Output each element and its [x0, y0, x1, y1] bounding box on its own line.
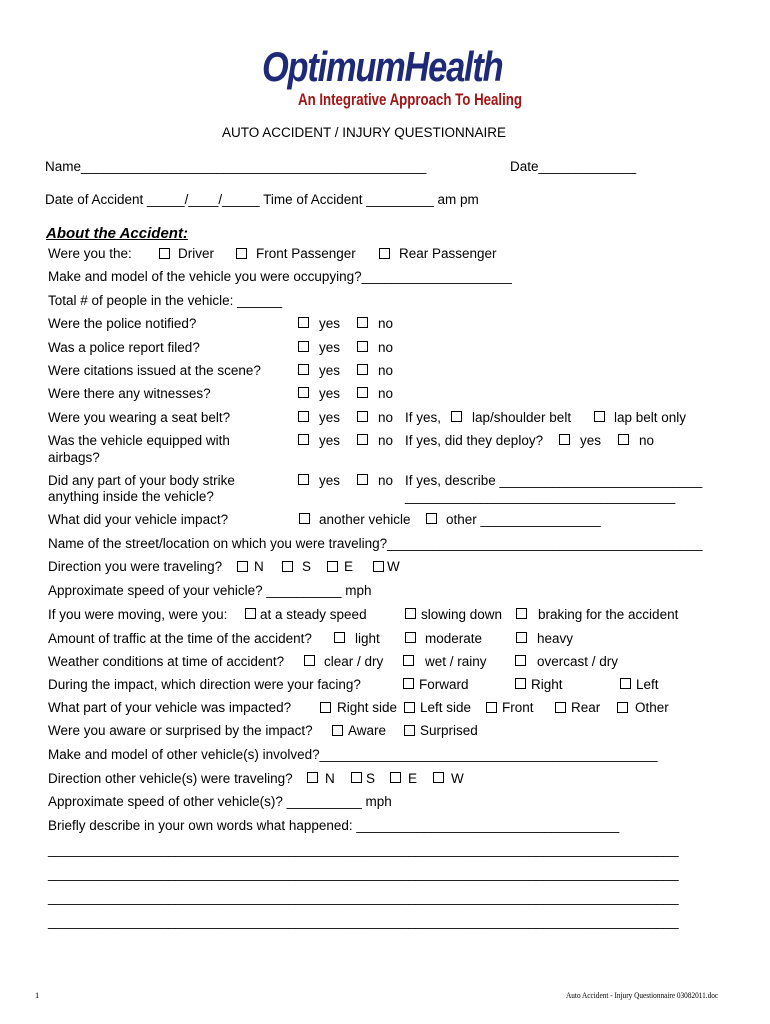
dir-w-checkbox[interactable] [373, 561, 384, 572]
q-airbags: Was the vehicle equipped with [48, 433, 230, 448]
other-dir-s-label: S [366, 771, 376, 786]
rear-checkbox[interactable] [555, 702, 566, 713]
rear-passenger-checkbox[interactable] [379, 248, 390, 259]
facing-left-checkbox[interactable] [620, 678, 631, 689]
yes-label: yes [319, 410, 341, 425]
q-aware: Were you aware or surprised by the impact? [48, 723, 313, 738]
deploy-yes-checkbox[interactable] [559, 434, 570, 445]
rear-label: Rear [571, 700, 601, 715]
logo [262, 43, 555, 109]
date-field[interactable]: Date_____________ [510, 159, 637, 174]
other-dir-n-label: N [325, 771, 335, 786]
date-of-accident-field[interactable]: Date of Accident _____/____/_____ Time of Accident _________ am pm [45, 192, 479, 207]
aware-checkbox[interactable] [332, 725, 343, 736]
left-side-label: Left side [420, 700, 472, 715]
police-report-yes-checkbox[interactable] [298, 341, 309, 352]
total-people-field[interactable]: Total # of people in the vehicle: ______ [48, 293, 283, 308]
wet-rainy-checkbox[interactable] [403, 655, 414, 666]
forward-label: Forward [419, 677, 469, 692]
impact-other-checkbox[interactable] [426, 513, 437, 524]
rear-passenger-label: Rear Passenger [399, 246, 497, 261]
light-checkbox[interactable] [334, 632, 345, 643]
right-side-label: Right side [337, 700, 398, 715]
part-other-checkbox[interactable] [617, 702, 628, 713]
slowing-label: slowing down [421, 607, 503, 622]
q-weather: Weather conditions at time of accident? [48, 654, 285, 669]
q-police-report: Was a police report filed? [48, 340, 200, 355]
no-label: no [378, 363, 394, 378]
q-were-you: Were you the: [48, 246, 132, 261]
driver-label: Driver [178, 246, 214, 261]
page-title: AUTO ACCIDENT / INJURY QUESTIONNAIRE [222, 125, 507, 140]
q-airbags-2: airbags? [48, 450, 100, 465]
yes-label: yes [319, 316, 341, 331]
q-witnesses: Were there any witnesses? [48, 386, 211, 401]
describe-field-line2[interactable]: ____________________________________ [405, 489, 676, 504]
front-label: Front [502, 700, 534, 715]
clear-dry-checkbox[interactable] [304, 655, 315, 666]
other-make-field[interactable]: Make and model of other vehicle(s) involved?_____________________________________________ [48, 747, 658, 762]
other-dir-w-label: W [451, 771, 464, 786]
police-notified-yes-checkbox[interactable] [298, 317, 309, 328]
yes-label: yes [319, 473, 341, 488]
police-notified-no-checkbox[interactable] [357, 317, 368, 328]
no-label: no [378, 316, 394, 331]
logo-tagline: An Integrative Approach To Healing [298, 90, 522, 109]
braking-label: braking for the accident [538, 607, 679, 622]
front-passenger-label: Front Passenger [256, 246, 356, 261]
right-side-checkbox[interactable] [320, 702, 331, 713]
part-other-label: Other [635, 700, 669, 715]
describe-line[interactable]: ____________________________________________________________________________________ [48, 890, 679, 905]
q-direction: Direction you were traveling? [48, 559, 223, 574]
seat-belt-no-checkbox[interactable] [357, 411, 368, 422]
lap-shoulder-checkbox[interactable] [451, 411, 462, 422]
q-traffic: Amount of traffic at the time of the accident? [48, 631, 312, 646]
no-label: no [378, 473, 394, 488]
no-label: no [378, 433, 394, 448]
another-vehicle-checkbox[interactable] [299, 513, 310, 524]
aware-label: Aware [348, 723, 387, 738]
lap-shoulder-label: lap/shoulder belt [472, 410, 572, 425]
yes-label: yes [319, 386, 341, 401]
left-side-checkbox[interactable] [404, 702, 415, 713]
q-other-direction: Direction other vehicle(s) were traveling? [48, 771, 293, 786]
overcast-dry-checkbox[interactable] [515, 655, 526, 666]
slowing-checkbox[interactable] [405, 608, 416, 619]
q-police-notified: Were the police notified? [48, 316, 197, 331]
dir-e-label: E [344, 559, 354, 574]
yes-label: yes [580, 433, 602, 448]
no-label: no [378, 386, 394, 401]
deploy-no-checkbox[interactable] [618, 434, 629, 445]
no-label: no [378, 410, 394, 425]
witnesses-no-checkbox[interactable] [357, 387, 368, 398]
other-speed-field[interactable]: Approximate speed of other vehicle(s)? __________ mph [48, 794, 392, 809]
dir-n-label: N [254, 559, 264, 574]
seat-belt-yes-checkbox[interactable] [298, 411, 309, 422]
front-checkbox[interactable] [486, 702, 497, 713]
if-yes-label: If yes, [405, 410, 442, 425]
yes-label: yes [319, 433, 341, 448]
no-label: no [378, 340, 394, 355]
facing-right-checkbox[interactable] [515, 678, 526, 689]
driver-checkbox[interactable] [159, 248, 170, 259]
surprised-checkbox[interactable] [404, 725, 415, 736]
moderate-checkbox[interactable] [405, 632, 416, 643]
q-body-strike-2: anything inside the vehicle? [48, 489, 214, 504]
other-dir-w-checkbox[interactable] [433, 772, 444, 783]
q-facing: During the impact, which direction were your facing? [48, 677, 361, 692]
steady-label: at a steady speed [260, 607, 367, 622]
airbags-yes-checkbox[interactable] [298, 434, 309, 445]
other-dir-n-checkbox[interactable] [307, 772, 318, 783]
section-title: About the Accident: [46, 225, 188, 242]
other-dir-e-checkbox[interactable] [390, 772, 401, 783]
light-label: light [355, 631, 380, 646]
yes-label: yes [319, 340, 341, 355]
speed-field[interactable]: Approximate speed of your vehicle? __________ mph [48, 583, 372, 598]
facing-left-label: Left [636, 677, 659, 692]
steady-checkbox[interactable] [245, 608, 256, 619]
q-citations: Were citations issued at the scene? [48, 363, 261, 378]
describe-line[interactable]: ____________________________________________________________________________________ [48, 914, 679, 929]
q-moving: If you were moving, were you: [48, 607, 228, 622]
body-strike-no-checkbox[interactable] [357, 474, 368, 485]
overcast-dry-label: overcast / dry [537, 654, 619, 669]
citations-yes-checkbox[interactable] [298, 364, 309, 375]
describe-happened-field[interactable]: Briefly describe in your own words what happened: ___________________________________ [48, 818, 620, 833]
street-field[interactable]: Name of the street/location on which you were traveling?__________________________________________ [48, 536, 703, 551]
citations-no-checkbox[interactable] [357, 364, 368, 375]
q-impacted-part: What part of your vehicle was impacted? [48, 700, 292, 715]
front-passenger-checkbox[interactable] [236, 248, 247, 259]
heavy-label: heavy [537, 631, 574, 646]
clear-dry-label: clear / dry [324, 654, 384, 669]
police-report-no-checkbox[interactable] [357, 341, 368, 352]
describe-line[interactable]: ____________________________________________________________________________________ [48, 842, 679, 857]
surprised-label: Surprised [420, 723, 478, 738]
no-label: no [639, 433, 655, 448]
other-dir-s-checkbox[interactable] [351, 772, 362, 783]
body-strike-yes-checkbox[interactable] [298, 474, 309, 485]
dir-w-label: W [387, 559, 400, 574]
name-field[interactable]: Name______________________________________________ [45, 159, 427, 174]
lap-only-label: lap belt only [614, 410, 687, 425]
describe-field[interactable]: If yes, describe ___________________________ [405, 473, 703, 488]
yes-label: yes [319, 363, 341, 378]
make-model-field[interactable]: Make and model of the vehicle you were occupying?____________________ [48, 269, 512, 284]
moderate-label: moderate [425, 631, 483, 646]
forward-checkbox[interactable] [403, 678, 414, 689]
dir-s-checkbox[interactable] [282, 561, 293, 572]
dir-e-checkbox[interactable] [327, 561, 338, 572]
airbags-no-checkbox[interactable] [357, 434, 368, 445]
page-number: 1 [35, 990, 40, 1000]
another-vehicle-label: another vehicle [319, 512, 411, 527]
footer-doc-name: Auto Accident - Injury Questionnaire 03082011.doc [566, 990, 719, 1000]
dir-n-checkbox[interactable] [237, 561, 248, 572]
braking-checkbox[interactable] [516, 608, 527, 619]
q-seat-belt: Were you wearing a seat belt? [48, 410, 231, 425]
q-vehicle-impact: What did your vehicle impact? [48, 512, 229, 527]
logo-name: OptimumHealth [262, 43, 503, 90]
impact-other-field[interactable]: other ________________ [446, 512, 601, 527]
lap-only-checkbox[interactable] [594, 411, 605, 422]
did-deploy-label: If yes, did they deploy? [405, 433, 544, 448]
dir-s-label: S [302, 559, 312, 574]
witnesses-yes-checkbox[interactable] [298, 387, 309, 398]
other-dir-e-label: E [408, 771, 418, 786]
facing-right-label: Right [531, 677, 563, 692]
wet-rainy-label: wet / rainy [425, 654, 487, 669]
describe-line[interactable]: ____________________________________________________________________________________ [48, 866, 679, 881]
heavy-checkbox[interactable] [516, 632, 527, 643]
q-body-strike: Did any part of your body strike [48, 473, 235, 488]
